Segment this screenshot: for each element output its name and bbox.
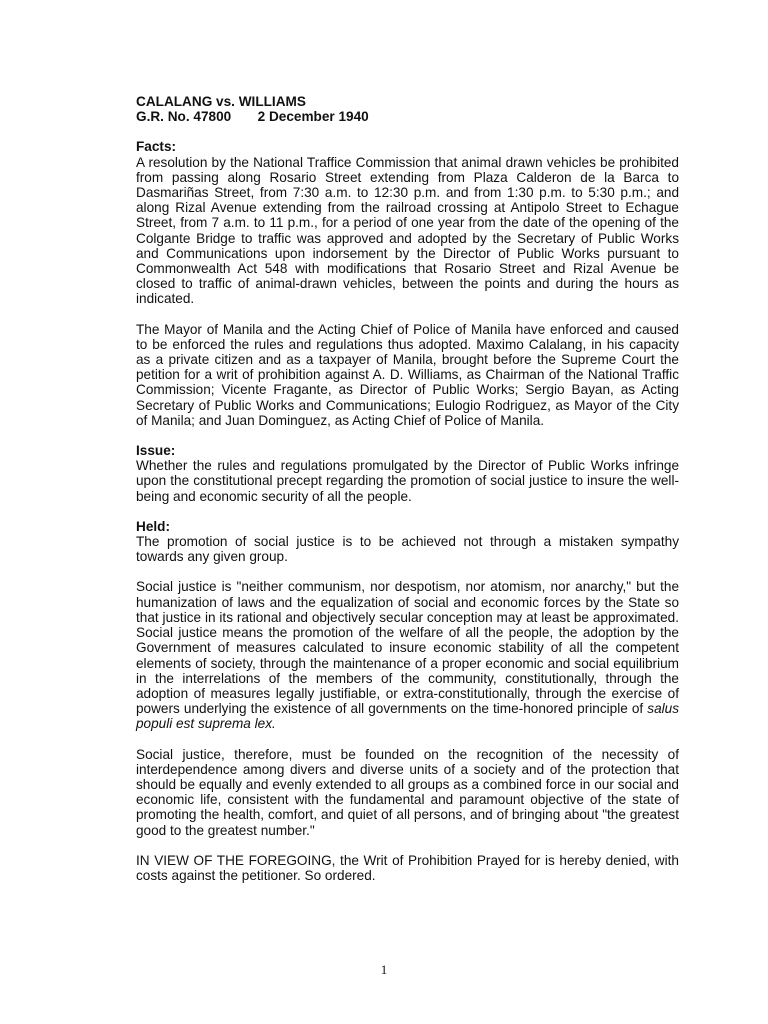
- decision-date: 2 December 1940: [257, 109, 369, 125]
- case-title: CALALANG vs. WILLIAMS: [136, 94, 306, 109]
- dispositive-paragraph: IN VIEW OF THE FOREGOING, the Writ of Prohibition Prayed for is hereby denied, with costs against the petitioner. So ordered.: [136, 852, 679, 883]
- document-page: [136, 94, 679, 883]
- issue-paragraph: Whether the rules and regulations promulgated by the Director of Public Works infringe upon the constitutional precept regarding the promotion of social justice to insure the well-being and economic security of all the people.: [136, 458, 679, 504]
- held-paragraph-3: Social justice, therefore, must be founded on the recognition of the necessity of interdependence among divers and diverse units of a society and of the protection that should be equally and evenly extended to all groups as a combined force in our social and economic life, consistent with the fundamental and paramount objective of the state of promoting the health, comfort, and quiet of all persons, and of bringing about "the greatest good to the greatest number.": [136, 746, 679, 838]
- case-reference-line: [136, 109, 679, 124]
- held-paragraph-1: The promotion of social justice is to be achieved not through a mistaken sympathy towards any given group.: [136, 534, 679, 565]
- issue-heading: Issue:: [136, 443, 176, 459]
- gr-number: G.R. No. 47800: [136, 109, 232, 125]
- facts-paragraph-2: The Mayor of Manila and the Acting Chief of Police of Manila have enforced and caused to be enforced the rules and regulations thus adopted. Maximo Calalang, in his capacity as a private citizen and as a taxpayer of Manila, brought before the Supreme Court the petition for a writ of prohibition against A. D. Williams, as Chairman of the National Traffic Commission; Vicente Fragante, as Director of Public Works; Sergio Bayan, as Acting Secretary of Public Works and Communications; Eulogio Rodriguez, as Mayor of the City of Manila; and Juan Dominguez, as Acting Chief of Police of Manila.: [136, 321, 679, 428]
- page-number: 1: [380, 962, 388, 977]
- facts-paragraph-1: A resolution by the National Traffice Commission that animal drawn vehicles be prohibited from passing along Rosario Street extending from Plaza Calderon de la Barca to Dasmariñas Street, from 7:30 a.m. to 12:30 p.m. and from 1:30 p.m. to 5:30 p.m.; and along Rizal Avenue extending from the railroad crossing at Antipolo Street to Echague Street, from 7 a.m. to 11 p.m., for a period of one year from the date of the opening of the Colgante Bridge to traffic was approved and adopted by the Secretary of Public Works and Communications upon indorsement by the Director of Public Works pursuant to Commonwealth Act 548 with modifications that Rosario Street and Rizal Avenue be closed to traffic of animal-drawn vehicles, between the points and during the hours as indicated.: [136, 154, 679, 307]
- held-heading: Held:: [136, 518, 170, 534]
- held-paragraph-2: [136, 579, 679, 731]
- facts-heading: Facts:: [136, 139, 177, 155]
- latin-maxim: salus populi est suprema lex.: [136, 701, 679, 732]
- held-paragraph-2-text: Social justice is "neither communism, nor despotism, nor atomism, nor anarchy," but the humanization of laws and the equalization of social and economic forces by the State so that justice in its rational and objectively secular conception may at least be approximated. Social justice means the promotion of the welfare of all the people, the adoption by the Government of measures calculated to insure economic stability of all the competent elements of society, through the maintenance of a proper economic and social equilibrium in the interrelations of the members of the community, constitutionally, through the adoption of measures legally justifiable, or extra-constitutionally, through the exercise of powers underlying the existence of all governments on the time-honored principle of: [136, 579, 679, 717]
